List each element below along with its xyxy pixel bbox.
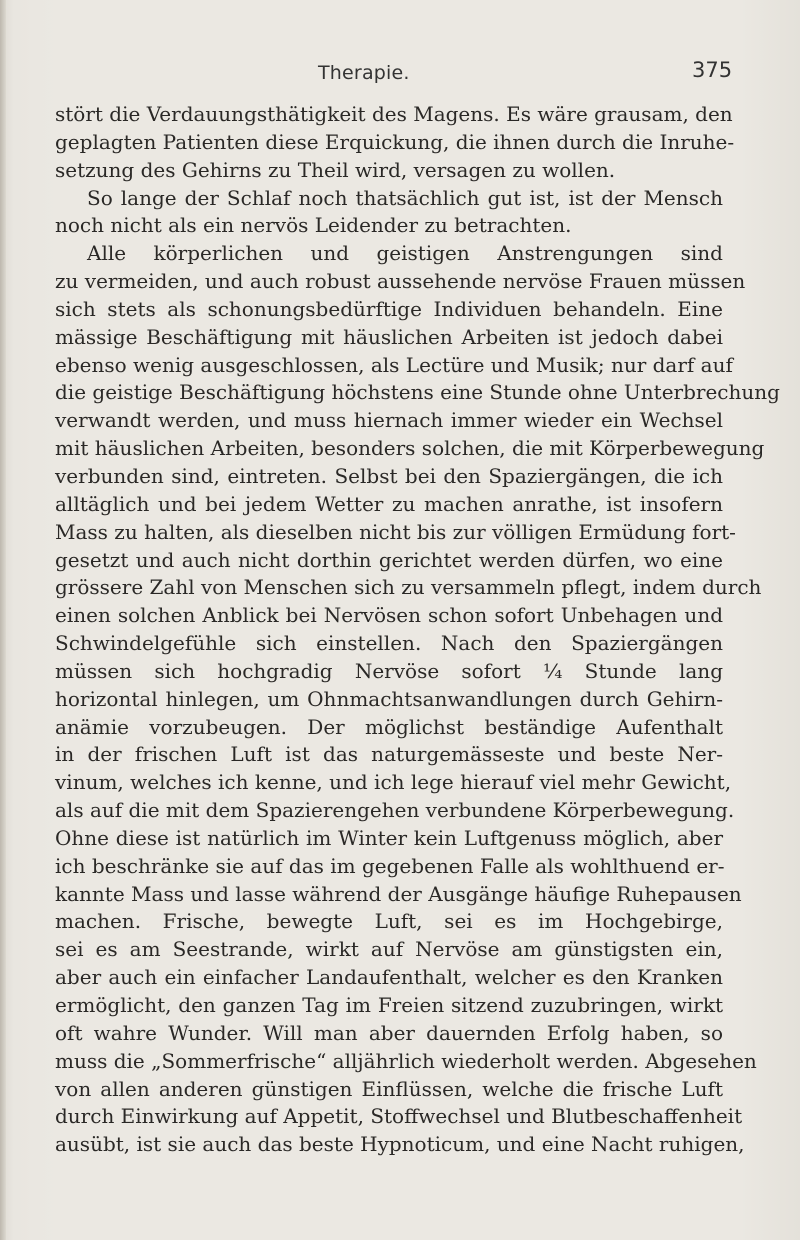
text-line: oft wahre Wunder. Will man aber dauernden Erfolg haben, so bbox=[55, 1020, 723, 1045]
body-text bbox=[55, 101, 780, 1159]
text-line: kannte Mass und lasse während der Ausgänge häufige Ruhepausen bbox=[55, 881, 742, 906]
text-line: stört die Verdauungsthätigkeit des Magens. Es wäre grausam, den bbox=[55, 102, 733, 126]
text-line: sich stets als schonungsbedürftige Individuen behandeln. Eine bbox=[55, 296, 723, 321]
text-line: Ohne diese ist natürlich im Winter kein Luftgenuss möglich, aber bbox=[55, 825, 723, 850]
text-line: machen. Frische, bewegte Luft, sei es im Hochgebirge, bbox=[55, 909, 723, 934]
text-line: Alle körperlichen und geistigen Anstrengungen sind bbox=[87, 241, 723, 266]
text-line: mässige Beschäftigung mit häuslichen Arbeiten ist jedoch dabei bbox=[55, 324, 723, 349]
text-line: gesetzt und auch nicht dorthin gerichtet werden dürfen, wo eine bbox=[55, 547, 723, 572]
text-line: noch nicht als ein nervös Leidender zu betrachten. bbox=[55, 213, 572, 238]
text-line: durch Einwirkung auf Appetit, Stoffwechsel und Blutbeschaffenheit bbox=[55, 1104, 743, 1129]
text-line: einen solchen Anblick bei Nervösen schon sofort Unbehagen und bbox=[55, 603, 723, 628]
text-line: geplagten Patienten diese Erquickung, die ihnen durch die Inruhe- bbox=[55, 129, 735, 154]
text-line: aber auch ein einfacher Landaufenthalt, welcher es den Kranken bbox=[55, 965, 723, 990]
text-line: zu vermeiden, und auch robust aussehende nervöse Frauen müssen bbox=[55, 269, 746, 294]
page-gutter-shadow bbox=[0, 0, 6, 1240]
text-line: von allen anderen günstigen Einflüssen, welche die frische Luft bbox=[55, 1076, 723, 1101]
page-number: 375 bbox=[692, 58, 733, 82]
text-line: Schwindelgefühle sich einstellen. Nach den Spaziergängen bbox=[55, 631, 723, 656]
text-line: grössere Zahl von Menschen sich zu versammeln pflegt, indem durch bbox=[55, 575, 762, 600]
text-line: vinum, welches ich kenne, und ich lege hierauf viel mehr Gewicht, bbox=[55, 770, 732, 795]
text-line: in der frischen Luft ist das naturgemässeste und beste Ner- bbox=[55, 742, 723, 767]
text-line: setzung des Gehirns zu Theil wird, versagen zu wollen. bbox=[55, 157, 616, 182]
text-line: mit häuslichen Arbeiten, besonders solchen, die mit Körperbewegung bbox=[55, 436, 765, 461]
text-line: sei es am Seestrande, wirkt auf Nervöse am günstigsten ein, bbox=[55, 937, 723, 962]
text-line: anämie vorzubeugen. Der möglichst beständige Aufenthalt bbox=[55, 714, 723, 739]
text-line: horizontal hinlegen, um Ohnmachtsanwandlungen durch Gehirn- bbox=[55, 686, 723, 711]
text-line: als auf die mit dem Spazierengehen verbundene Körperbewegung. bbox=[55, 798, 735, 823]
text-line: ich beschränke sie auf das im gegebenen Falle als wohlthuend er- bbox=[55, 853, 725, 878]
text-line: verwandt werden, und muss hiernach immer wieder ein Wechsel bbox=[55, 408, 723, 433]
text-line: Mass zu halten, als dieselben nicht bis zur völligen Ermüdung fort- bbox=[55, 519, 736, 544]
text-line: verbunden sind, eintreten. Selbst bei den Spaziergängen, die ich bbox=[55, 463, 723, 488]
page-header bbox=[0, 56, 800, 96]
text-line: So lange der Schlaf noch thatsächlich gut ist, ist der Mensch bbox=[87, 185, 723, 210]
text-line: die geistige Beschäftigung höchstens eine Stunde ohne Unterbrechung bbox=[55, 380, 780, 405]
text-line: ermöglicht, den ganzen Tag im Freien sitzend zuzubringen, wirkt bbox=[55, 993, 723, 1017]
running-title: Therapie. bbox=[318, 62, 410, 84]
text-line: alltäglich und bei jedem Wetter zu machen anrathe, ist insofern bbox=[55, 491, 723, 516]
text-line: muss die „Sommerfrische“ alljährlich wiederholt werden. Abgesehen bbox=[55, 1048, 757, 1073]
text-line: ebenso wenig ausgeschlossen, als Lectüre und Musik; nur darf auf bbox=[55, 352, 733, 377]
text-line: müssen sich hochgradig Nervöse sofort ¼ Stunde lang bbox=[55, 658, 723, 683]
text-line: ausübt, ist sie auch das beste Hypnoticum, und eine Nacht ruhigen, bbox=[55, 1132, 745, 1157]
